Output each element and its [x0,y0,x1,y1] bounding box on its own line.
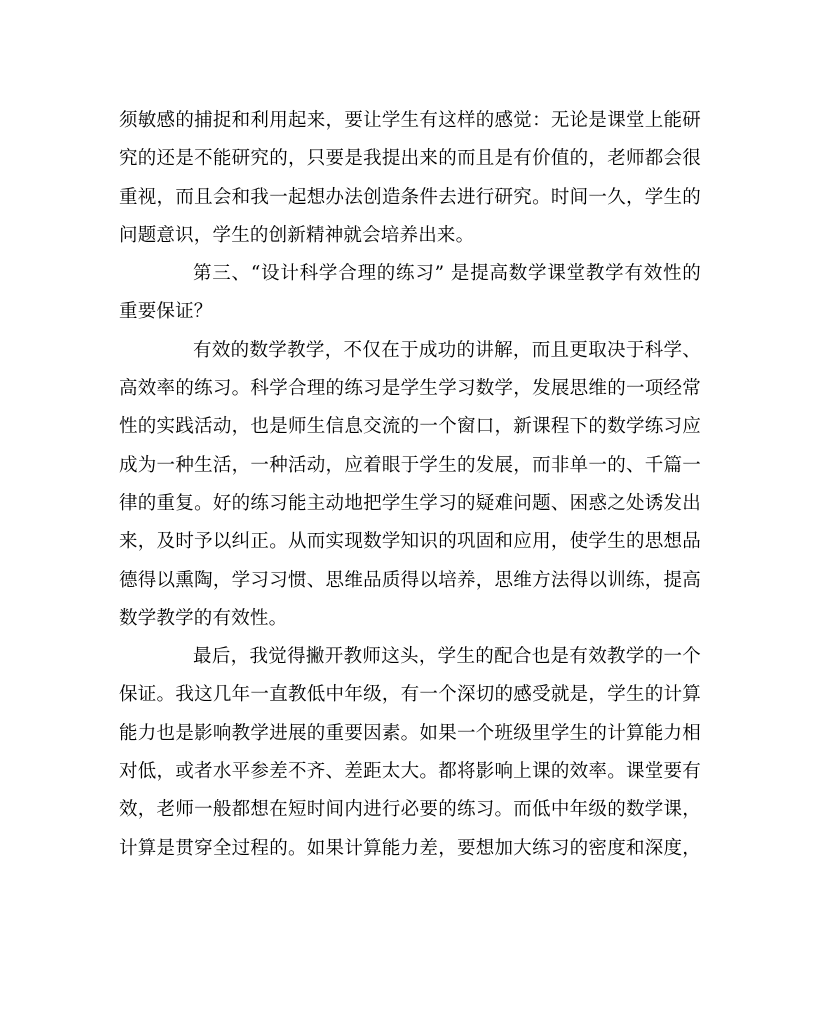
text-line: 来，及时予以纠正。从而实现数学知识的巩固和应用，使学生的思想品 [119,531,701,553]
text-line: 有效的数学教学，不仅在于成功的讲解，而且更取决于科学、 [193,339,701,361]
paragraph-2-heading [119,255,701,332]
text-line: 高效率的练习。科学合理的练习是学生学习数学，发展思维的一项经常 [119,378,701,400]
text-line: 性的实践活动，也是师生信息交流的一个窗口，新课程下的数学练习应 [119,416,701,438]
text-line: 须敏感的捕捉和利用起来，要让学生有这样的感觉：无论是课堂上能研 [119,110,701,131]
text-line: 成为一种生活，一种活动，应着眼于学生的发展，而非单一的、千篇一 [119,454,701,476]
text-line: 第三、“设计科学合理的练习” 是提高数学课堂教学有效性的 [193,263,701,285]
paragraph-3 [119,332,701,638]
text-line: 德得以熏陶，学习习惯、思维品质得以培养，思维方法得以训练，提高 [119,569,701,591]
text-line: 效，老师一般都想在短时间内进行必要的练习。而低中年级的数学课， [119,799,701,821]
text-line: 数学教学的有效性。 [119,607,288,629]
text-line: 究的还是不能研究的，只要是我提出来的而且是有价值的，老师都会很 [119,148,701,170]
paragraph-4 [119,638,701,868]
text-line: 重要保证？ [119,301,213,323]
text-line: 计算是贯穿全过程的。如果计算能力差，要想加大练习的密度和深度， [119,837,701,859]
text-line: 保证。我这几年一直教低中年级，有一个深切的感受就是，学生的计算 [119,684,701,706]
text-line: 对低，或者水平参差不齐、差距太大。都将影响上课的效率。课堂要有 [119,761,701,783]
text-line: 律的重复。好的练习能主动地把学生学习的疑难问题、困惑之处诱发出 [119,492,701,514]
text-line: 重视，而且会和我一起想办法创造条件去进行研究。时间一久，学生的 [119,186,701,208]
text-line: 能力也是影响教学进展的重要因素。如果一个班级里学生的计算能力相 [119,722,701,744]
text-line: 问题意识，学生的创新精神就会培养出来。 [119,224,475,246]
paragraph-1 [119,102,701,255]
document-body [119,102,701,868]
text-line: 最后，我觉得撇开教师这头，学生的配合也是有效教学的一个 [193,646,701,668]
